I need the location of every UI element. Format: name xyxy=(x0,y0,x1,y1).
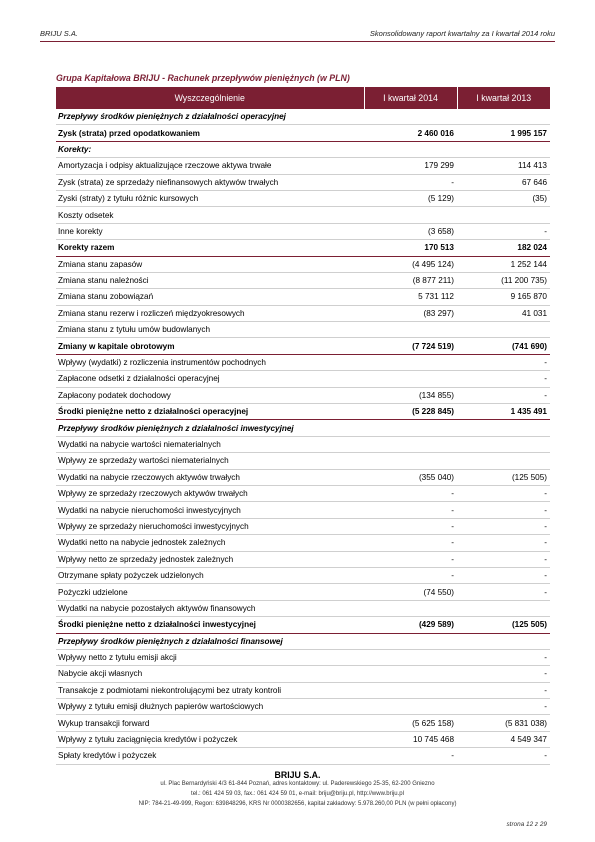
footer-company: BRIJU S.A. xyxy=(274,770,321,780)
row-value-q1-2014: (4 495 124) xyxy=(364,256,457,272)
table-row xyxy=(56,387,550,403)
row-label: Wydatki na nabycie pozostałych aktywów finansowych xyxy=(56,600,364,616)
table-row xyxy=(56,109,550,125)
row-value-q1-2014 xyxy=(364,682,457,698)
row-label: Zmiana stanu należności xyxy=(56,272,364,288)
table-row xyxy=(56,436,550,452)
row-value-q1-2014: (7 724 519) xyxy=(364,338,457,354)
row-label: Spłaty kredytów i pożyczek xyxy=(56,748,364,764)
table-row xyxy=(56,518,550,534)
row-value-q1-2013 xyxy=(457,322,550,338)
table-row xyxy=(56,731,550,747)
row-value-q1-2013: 41 031 xyxy=(457,305,550,321)
table-row xyxy=(56,371,550,387)
row-label: Przepływy środków pieniężnych z działalności operacyjnej xyxy=(56,109,364,125)
row-value-q1-2014: - xyxy=(364,535,457,551)
row-value-q1-2014 xyxy=(364,322,457,338)
row-label: Wpływy (wydatki) z rozliczenia instrumentów pochodnych xyxy=(56,354,364,370)
row-value-q1-2014: - xyxy=(364,748,457,764)
table-row xyxy=(56,240,550,256)
row-value-q1-2014: - xyxy=(364,567,457,583)
row-label: Zysk (strata) przed opodatkowaniem xyxy=(56,125,364,141)
row-value-q1-2013: 1 252 144 xyxy=(457,256,550,272)
table-row xyxy=(56,174,550,190)
row-value-q1-2013 xyxy=(457,141,550,157)
row-value-q1-2014: (5 228 845) xyxy=(364,404,457,420)
row-value-q1-2014: (429 589) xyxy=(364,617,457,633)
row-label: Zapłacony podatek dochodowy xyxy=(56,387,364,403)
cash-flow-table xyxy=(56,87,550,765)
row-value-q1-2013: 182 024 xyxy=(457,240,550,256)
row-value-q1-2013: - xyxy=(457,518,550,534)
page-number: strona 12 z 29 xyxy=(506,821,547,828)
row-value-q1-2013: - xyxy=(457,666,550,682)
page-header xyxy=(40,29,555,41)
row-label: Środki pieniężne netto z działalności operacyjnej xyxy=(56,404,364,420)
row-value-q1-2013 xyxy=(457,633,550,649)
row-value-q1-2013: (5 831 038) xyxy=(457,715,550,731)
row-label: Inne korekty xyxy=(56,223,364,239)
row-value-q1-2013: (35) xyxy=(457,190,550,206)
row-label: Wpływy ze sprzedaży rzeczowych aktywów trwałych xyxy=(56,485,364,501)
row-value-q1-2014 xyxy=(364,666,457,682)
row-label: Pożyczki udzielone xyxy=(56,584,364,600)
row-value-q1-2014 xyxy=(364,354,457,370)
row-label: Otrzymane spłaty pożyczek udzielonych xyxy=(56,567,364,583)
footer-registration: NIP: 784-21-49-999, Regon: 639848296, KRS Nr 0000382656, kapitał zakładowy: 5.978.260,00 PLN (w pełni opłacony) xyxy=(138,800,457,807)
column-header-q1-2014: I kwartał 2014 xyxy=(364,87,457,109)
row-value-q1-2013 xyxy=(457,420,550,436)
row-value-q1-2014 xyxy=(364,420,457,436)
row-value-q1-2014: - xyxy=(364,485,457,501)
row-label: Wpływy ze sprzedaży nieruchomości inwestycyjnych xyxy=(56,518,364,534)
row-value-q1-2014: (355 040) xyxy=(364,469,457,485)
row-label: Wpływy netto ze sprzedaży jednostek zależnych xyxy=(56,551,364,567)
row-label: Wydatki na nabycie wartości niematerialnych xyxy=(56,436,364,452)
row-label: Przepływy środków pieniężnych z działalności inwestycyjnej xyxy=(56,420,364,436)
statement-title: Grupa Kapitałowa BRIJU - Rachunek przepływów pieniężnych (w PLN) xyxy=(56,73,350,83)
row-value-q1-2013: - xyxy=(457,551,550,567)
column-header-description: Wyszczególnienie xyxy=(56,87,364,109)
row-label: Zmiana stanu zapasów xyxy=(56,256,364,272)
row-value-q1-2014: (3 658) xyxy=(364,223,457,239)
row-label: Wydatki netto na nabycie jednostek zależnych xyxy=(56,535,364,551)
row-value-q1-2014 xyxy=(364,633,457,649)
row-label: Przepływy środków pieniężnych z działalności finansowej xyxy=(56,633,364,649)
row-label: Wydatki na nabycie rzeczowych aktywów trwałych xyxy=(56,469,364,485)
table-row xyxy=(56,617,550,633)
table-row xyxy=(56,305,550,321)
table-row xyxy=(56,322,550,338)
row-value-q1-2014: - xyxy=(364,174,457,190)
table-row xyxy=(56,272,550,288)
row-label: Korekty razem xyxy=(56,240,364,256)
table-row xyxy=(56,223,550,239)
row-value-q1-2013: 114 413 xyxy=(457,158,550,174)
row-value-q1-2014 xyxy=(364,141,457,157)
footer-contact: tel.: 061 424 59 03, fax.: 061 424 59 01, e-mail: briju@briju.pl, http://www.briju.pl xyxy=(191,790,404,797)
table-row xyxy=(56,158,550,174)
table-row xyxy=(56,699,550,715)
row-value-q1-2014: (5 625 158) xyxy=(364,715,457,731)
row-value-q1-2013: (741 690) xyxy=(457,338,550,354)
row-value-q1-2014: (134 855) xyxy=(364,387,457,403)
table-row xyxy=(56,141,550,157)
row-label: Wydatki na nabycie nieruchomości inwestycyjnych xyxy=(56,502,364,518)
row-value-q1-2014: (8 877 211) xyxy=(364,272,457,288)
row-value-q1-2014: 170 513 xyxy=(364,240,457,256)
row-value-q1-2014 xyxy=(364,207,457,223)
table-row xyxy=(56,125,550,141)
row-value-q1-2014 xyxy=(364,699,457,715)
row-label: Nabycie akcji własnych xyxy=(56,666,364,682)
row-value-q1-2013: - xyxy=(457,748,550,764)
row-value-q1-2014: 10 745 468 xyxy=(364,731,457,747)
row-label: Zmiany w kapitale obrotowym xyxy=(56,338,364,354)
row-value-q1-2014: (5 129) xyxy=(364,190,457,206)
row-value-q1-2013: - xyxy=(457,567,550,583)
row-value-q1-2013: 67 646 xyxy=(457,174,550,190)
row-value-q1-2013 xyxy=(457,207,550,223)
table-row xyxy=(56,485,550,501)
row-value-q1-2013: - xyxy=(457,682,550,698)
table-row xyxy=(56,289,550,305)
row-label: Środki pieniężne netto z działalności inwestycyjnej xyxy=(56,617,364,633)
header-divider xyxy=(40,41,555,42)
row-value-q1-2014: (83 297) xyxy=(364,305,457,321)
row-label: Wpływy ze sprzedaży wartości niematerialnych xyxy=(56,453,364,469)
row-value-q1-2014: - xyxy=(364,518,457,534)
row-value-q1-2013: - xyxy=(457,223,550,239)
row-value-q1-2013: (125 505) xyxy=(457,617,550,633)
row-label: Wykup transakcji forward xyxy=(56,715,364,731)
row-value-q1-2013 xyxy=(457,453,550,469)
table-row xyxy=(56,551,550,567)
table-row xyxy=(56,256,550,272)
row-value-q1-2013: 4 549 347 xyxy=(457,731,550,747)
footer-address: ul. Plac Bernardyński 4/3 61-844 Poznań, adres kontaktowy: ul. Paderewskiego 25-35, 62-200 Gniezno xyxy=(160,781,435,787)
row-value-q1-2013: - xyxy=(457,535,550,551)
row-label: Zmiana stanu zobowiązań xyxy=(56,289,364,305)
row-value-q1-2014: 5 731 112 xyxy=(364,289,457,305)
table-row xyxy=(56,649,550,665)
table-row xyxy=(56,600,550,616)
row-label: Wpływy z tytułu zaciągnięcia kredytów i pożyczek xyxy=(56,731,364,747)
table-row xyxy=(56,207,550,223)
row-value-q1-2013: 9 165 870 xyxy=(457,289,550,305)
table-body xyxy=(56,109,550,764)
row-value-q1-2014: - xyxy=(364,551,457,567)
row-value-q1-2014: (74 550) xyxy=(364,584,457,600)
row-value-q1-2013: (125 505) xyxy=(457,469,550,485)
row-value-q1-2013: 1 435 491 xyxy=(457,404,550,420)
row-value-q1-2014: 2 460 016 xyxy=(364,125,457,141)
page-footer xyxy=(40,770,555,809)
row-value-q1-2013: - xyxy=(457,371,550,387)
row-label: Korekty: xyxy=(56,141,364,157)
table-row xyxy=(56,453,550,469)
row-label: Zapłacone odsetki z działalności operacyjnej xyxy=(56,371,364,387)
header-company: BRIJU S.A. xyxy=(40,29,78,38)
row-value-q1-2014: - xyxy=(364,502,457,518)
table-row xyxy=(56,469,550,485)
row-label: Zmiana stanu rezerw i rozliczeń międzyokresowych xyxy=(56,305,364,321)
table-row xyxy=(56,666,550,682)
row-value-q1-2013: - xyxy=(457,387,550,403)
table-row xyxy=(56,633,550,649)
table-row xyxy=(56,420,550,436)
row-label: Zysk (strata) ze sprzedaży niefinansowych aktywów trwałych xyxy=(56,174,364,190)
table-row xyxy=(56,715,550,731)
row-label: Amortyzacja i odpisy aktualizujące rzeczowe aktywa trwałe xyxy=(56,158,364,174)
row-value-q1-2013: - xyxy=(457,649,550,665)
table-row xyxy=(56,584,550,600)
row-value-q1-2013: 1 995 157 xyxy=(457,125,550,141)
row-label: Transakcje z podmiotami niekontrolującymi bez utraty kontroli xyxy=(56,682,364,698)
row-value-q1-2013: - xyxy=(457,485,550,501)
row-label: Koszty odsetek xyxy=(56,207,364,223)
table-header-row xyxy=(56,87,550,109)
table-row xyxy=(56,502,550,518)
row-label: Zmiana stanu z tytułu umów budowlanych xyxy=(56,322,364,338)
row-value-q1-2013: - xyxy=(457,354,550,370)
table-row xyxy=(56,190,550,206)
column-header-q1-2013: I kwartał 2013 xyxy=(457,87,550,109)
table-row xyxy=(56,682,550,698)
row-label: Zyski (straty) z tytułu różnic kursowych xyxy=(56,190,364,206)
row-value-q1-2014: 179 299 xyxy=(364,158,457,174)
row-value-q1-2013 xyxy=(457,600,550,616)
table-row xyxy=(56,354,550,370)
table-row xyxy=(56,748,550,764)
header-report-title: Skonsolidowany raport kwartalny za I kwartał 2014 roku xyxy=(369,29,555,38)
row-value-q1-2013 xyxy=(457,436,550,452)
table-row xyxy=(56,404,550,420)
row-label: Wpływy netto z tytułu emisji akcji xyxy=(56,649,364,665)
row-value-q1-2013: (11 200 735) xyxy=(457,272,550,288)
row-value-q1-2014 xyxy=(364,453,457,469)
table-row xyxy=(56,535,550,551)
row-value-q1-2013 xyxy=(457,109,550,125)
row-value-q1-2013: - xyxy=(457,502,550,518)
row-value-q1-2014 xyxy=(364,649,457,665)
table-row xyxy=(56,338,550,354)
row-value-q1-2014 xyxy=(364,436,457,452)
table-row xyxy=(56,567,550,583)
row-value-q1-2014 xyxy=(364,600,457,616)
row-value-q1-2013: - xyxy=(457,584,550,600)
row-value-q1-2014 xyxy=(364,109,457,125)
row-value-q1-2013: - xyxy=(457,699,550,715)
row-label: Wpływy z tytułu emisji dłużnych papierów wartościowych xyxy=(56,699,364,715)
row-value-q1-2014 xyxy=(364,371,457,387)
